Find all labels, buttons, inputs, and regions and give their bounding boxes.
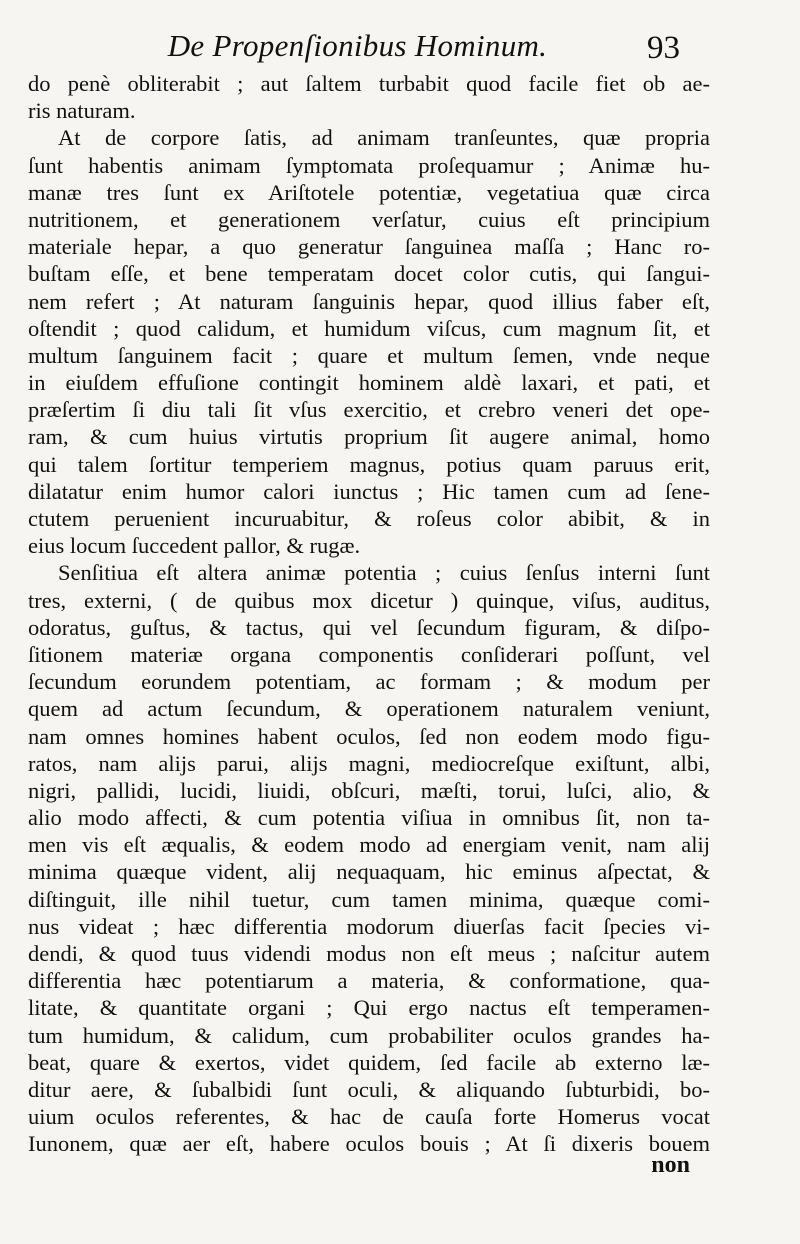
text-line: dilatatur enim humor calori iunctus ; Hic tamen cum ad ſene-: [28, 478, 710, 504]
text-line: ſecundum eorundem potentiam, ac formam ; & modum per: [28, 669, 710, 695]
text-line: oſtendit ; quod calidum, et humidum viſcus, cum magnum ſit, et: [28, 315, 710, 341]
text-line: ris naturam.: [28, 98, 136, 124]
text-line: nus videat ; hæc differentia modorum diuerſas facit ſpecies vi-: [28, 913, 710, 939]
text-line: in eiuſdem effuſione contingit hominem aldè laxari, et pati, et: [28, 370, 710, 396]
text-line: At de corpore ſatis, ad animam tranſeuntes, quæ propria: [58, 125, 710, 151]
text-line: minima quæque vident, alij nequaquam, hic eminus aſpectat, &: [28, 859, 710, 885]
text-line: manæ tres ſunt ex Ariſtotele potentiæ, vegetatiua quæ circa: [28, 179, 710, 205]
text-line: tum humidum, & calidum, cum probabiliter oculos grandes ha-: [28, 1022, 710, 1048]
text-line: alio modo affecti, & cum potentia viſiua in omnibus ſit, non ta-: [28, 805, 710, 831]
text-line: tres, externi, ( de quibus mox dicetur ) quinque, viſus, auditus,: [28, 587, 710, 613]
text-line: nam omnes homines habent oculos, ſed non eodem modo figu-: [28, 723, 710, 749]
text-line: diſtinguit, ille nihil tuetur, cum tamen minima, quæque comi-: [28, 886, 710, 912]
text-line: Iunonem, quæ aer eſt, habere oculos bouis ; At ſi dixeris bouem: [28, 1131, 710, 1157]
text-line: ctutem peruenient incuruabitur, & roſeus color abibit, & in: [28, 506, 710, 531]
text-line: qui talem ſortitur temperiem magnus, potius quam paruus erit,: [28, 451, 710, 477]
text-line: dendi, & quod tuus videndi modus non eſt meus ; naſcitur autem: [28, 941, 710, 966]
text-line: beat, quare & exertos, videt quidem, ſed facile ab externo læ-: [28, 1049, 710, 1075]
text-line: buſtam eſſe, et bene temperatam docet color cutis, qui ſangui-: [28, 261, 710, 287]
body-text: [28, 70, 710, 1158]
text-line: Senſitiua eſt altera animæ potentia ; cuius ſenſus interni ſunt: [58, 560, 710, 586]
text-line: ditur aere, & ſubalbidi ſunt oculi, & aliquando ſubturbidi, bo-: [28, 1076, 710, 1102]
text-line: odoratus, guſtus, & tactus, qui vel ſecundum figuram, & diſpo-: [28, 614, 710, 640]
text-line: eius locum ſuccedent pallor, & rugæ.: [28, 533, 361, 559]
text-line: men vis eſt æqualis, & eodem modo ad energiam venit, nam alij: [28, 832, 710, 858]
catchword: non: [651, 1152, 690, 1178]
text-line: do penè obliterabit ; aut ſaltem turbabit quod facile fiet ob ae-: [28, 71, 710, 96]
text-line: ſunt habentis animam ſymptomata proſequamur ; Animæ hu-: [28, 152, 710, 178]
text-line: ram, & cum huius virtutis proprium ſit augere animal, homo: [28, 424, 710, 450]
text-line: materiale hepar, a quo generatur ſanguinea maſſa ; Hanc ro-: [28, 234, 710, 260]
text-line: multum ſanguinem facit ; quare et multum ſemen, vnde neque: [28, 342, 710, 368]
text-line: præſertim ſi diu tali ſit vſus exercitio, et crebro veneri det ope-: [28, 397, 710, 423]
text-line: uium oculos referentes, & hac de cauſa forte Homerus vocat: [28, 1104, 710, 1130]
text-line: ratos, nam alijs parui, alijs magni, mediocreſque exiſtunt, albi,: [28, 750, 710, 776]
page-number: 93: [647, 30, 680, 66]
text-line: ſitionem materiæ organa componentis conſiderari poſſunt, vel: [28, 641, 710, 667]
text-line: quem ad actum ſecundum, & operationem naturalem veniunt,: [28, 696, 710, 722]
running-title: De Propenſionibus Hominum.: [167, 28, 548, 63]
text-line: nem refert ; At naturam ſanguinis hepar, quod illius faber eſt,: [28, 288, 710, 314]
text-line: nutritionem, et generationem verſatur, cuius eſt principium: [28, 206, 710, 232]
text-line: differentia hæc potentiarum a materia, & conformatione, qua-: [28, 968, 710, 994]
text-line: nigri, pallidi, lucidi, liuidi, obſcuri, mæſti, torui, luſci, alio, &: [28, 777, 710, 803]
text-line: litate, & quantitate organi ; Qui ergo nactus eſt temperamen-: [28, 995, 710, 1021]
